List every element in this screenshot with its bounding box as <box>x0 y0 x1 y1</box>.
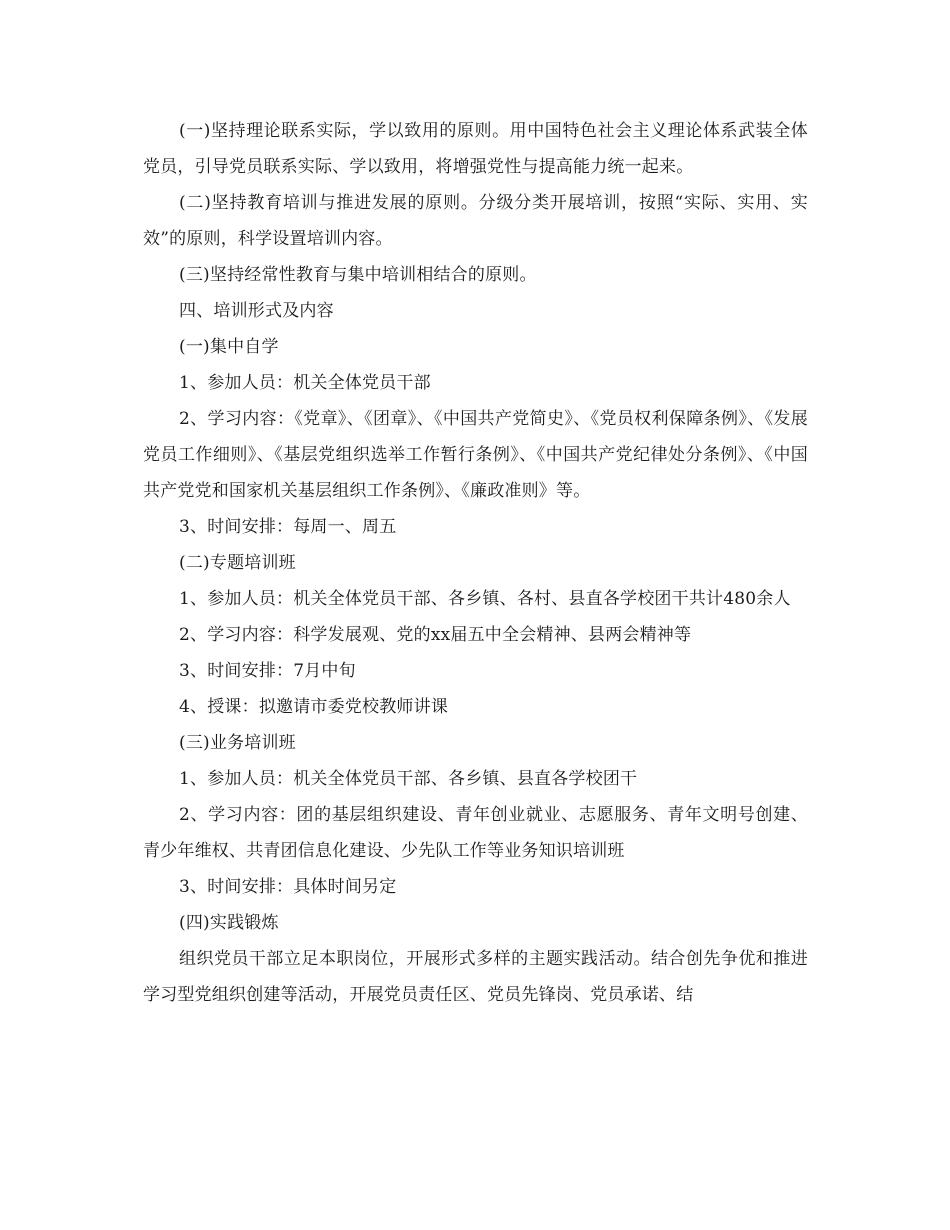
special-training-content: 2、学习内容：科学发展观、党的xx届五中全会精神、县两会精神等 <box>179 625 692 645</box>
self-study-participants: 1、参加人员：机关全体党员干部 <box>179 373 431 393</box>
special-training-lecturer: 4、授课：拟邀请市委党校教师讲课 <box>179 697 449 717</box>
business-training-schedule: 3、时间安排：具体时间另定 <box>179 877 397 897</box>
principle-1-paragraph: (一)坚持理论联系实际，学以致用的原则。用中国特色社会主义理论体系武装全体党员，引导党员联系实际、学以致用，将增强党性与提高能力统一起来。 <box>143 121 808 177</box>
business-training-content: 2、学习内容：团的基层组织建设、青年创业就业、志愿服务、青年文明号创建、青少年维权、共青团信息化建设、少先队工作等业务知识培训班 <box>143 805 808 861</box>
document-page <box>143 113 808 1013</box>
practice-heading: (四)实践锻炼 <box>179 913 279 933</box>
principle-3-paragraph: (三)坚持经常性教育与集中培训相结合的原则。 <box>179 265 537 285</box>
special-training-participants: 1、参加人员：机关全体党员干部、各乡镇、各村、县直各学校团干共计480余人 <box>179 589 791 609</box>
self-study-schedule: 3、时间安排：每周一、周五 <box>179 517 397 537</box>
business-training-heading: (三)业务培训班 <box>179 733 296 753</box>
section-4-heading: 四、培训形式及内容 <box>179 301 334 321</box>
self-study-content: 2、学习内容：《党章》、《团章》、《中国共产党简史》、《党员权利保障条例》、《发展党员工作细则》、《基层党组织选举工作暂行条例》、《中国共产党纪律处分条例》、《中国共产党党和国家机关基层组织工作条例》、《廉政准则》等。 <box>143 409 808 501</box>
self-study-heading: (一)集中自学 <box>179 337 279 357</box>
special-training-schedule: 3、时间安排：7月中旬 <box>179 661 356 681</box>
practice-paragraph: 组织党员干部立足本职岗位，开展形式多样的主题实践活动。结合创先争优和推进学习型党组织创建等活动，开展党员责任区、党员先锋岗、党员承诺、结 <box>143 949 808 1005</box>
special-training-heading: (二)专题培训班 <box>179 553 296 573</box>
principle-2-paragraph: (二)坚持教育培训与推进发展的原则。分级分类开展培训，按照“实际、实用、实效”的原则，科学设置培训内容。 <box>143 193 808 249</box>
business-training-participants: 1、参加人员：机关全体党员干部、各乡镇、县直各学校团干 <box>179 769 638 789</box>
